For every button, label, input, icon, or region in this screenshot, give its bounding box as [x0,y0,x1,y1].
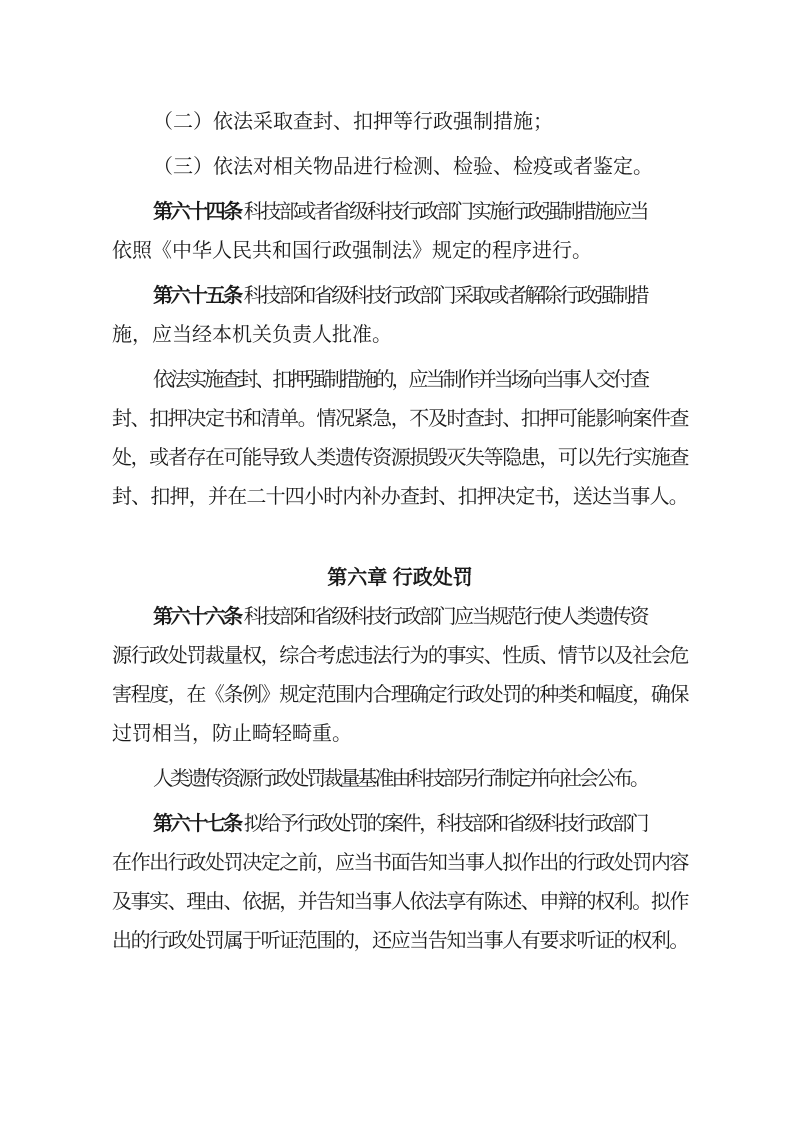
text-line-content: 源行政处罚裁量权，综合考虑违法行为的事实、性质、情节以及社会危 [112,645,688,667]
paragraph [112,148,688,187]
text-line [112,478,688,517]
text-line-content: 过罚相当，防止畸轻畸重。 [112,723,352,745]
paragraph [112,361,688,517]
text-line-content: （二）依法采取查封、扣押等行政强制措施； [153,111,553,133]
text-line-content: 依法实施查封、扣押强制措施的，应当制作并当场向当事人交付查 [153,369,647,391]
text-line-content: 人类遗传资源行政处罚裁量基准由科技部另行制定并向社会公布。 [153,768,647,790]
text-line [112,637,688,676]
text-line-content: 及事实、理由、依据，并告知当事人依法享有陈述、申辩的权利。拟作 [112,891,688,913]
text-line [112,598,688,637]
text-line [112,676,688,715]
paragraph [112,193,688,271]
text-line [112,805,688,844]
text-line [112,715,688,754]
text-line [112,193,688,232]
document-content [112,103,688,967]
text-line-content: 依照《中华人民共和国行政强制法》规定的程序进行。 [112,240,592,262]
text-line [112,361,688,400]
paragraph [112,103,688,142]
text-line-content: 第六十五条 科技部和省级科技行政部门采取或者解除行政强制措 [153,285,648,307]
article-number: 第六十五条 [153,285,241,307]
text-line [112,844,688,883]
text-line-content: （三）依法对相关物品进行检测、检验、检疫或者鉴定。 [153,156,653,178]
article-number: 第六十七条 [153,813,241,835]
paragraph [112,598,688,754]
text-line [112,760,688,799]
text-line [112,103,688,142]
text-line [112,922,688,961]
text-line-content: 第六十七条 拟给予行政处罚的案件，科技部和省级科技行政部门 [153,813,648,835]
text-line [112,148,688,187]
text-line-content: 害程度，在《条例》规定范围内合理确定行政处罚的种类和幅度，确保 [112,684,688,706]
text-line-content: 处，或者存在可能导致人类遗传资源损毁灭失等隐患，可以先行实施查 [112,447,688,469]
text-line-content: 在作出行政处罚决定之前，应当书面告知当事人拟作出的行政处罚内容 [112,852,688,874]
text-line-content: 第六十四条 科技部或者省级科技行政部门实施行政强制措施应当 [153,201,648,223]
text-line-content: 封、扣押，并在二十四小时内补办查封、扣押决定书，送达当事人。 [112,486,688,508]
article-number: 第六十六条 [153,606,241,628]
text-line-content: 第六十六条 科技部和省级科技行政部门应当规范行使人类遗传资 [153,606,648,628]
chapter-heading: 第六章 行政处罚 [327,567,473,589]
text-line [112,439,688,478]
paragraph [112,277,688,355]
paragraph [112,760,688,799]
text-line [112,232,688,271]
text-line-content: 出的行政处罚属于听证范围的，还应当告知当事人有要求听证的权利。 [112,930,688,952]
text-line [112,400,688,439]
text-line [112,883,688,922]
text-line-content: 封、扣押决定书和清单。情况紧急，不及时查封、扣押可能影响案件查 [112,408,688,430]
text-line [112,316,688,355]
paragraph [112,805,688,961]
text-line [112,277,688,316]
text-line-content: 施，应当经本机关负责人批准。 [112,324,392,346]
article-number: 第六十四条 [153,201,241,223]
